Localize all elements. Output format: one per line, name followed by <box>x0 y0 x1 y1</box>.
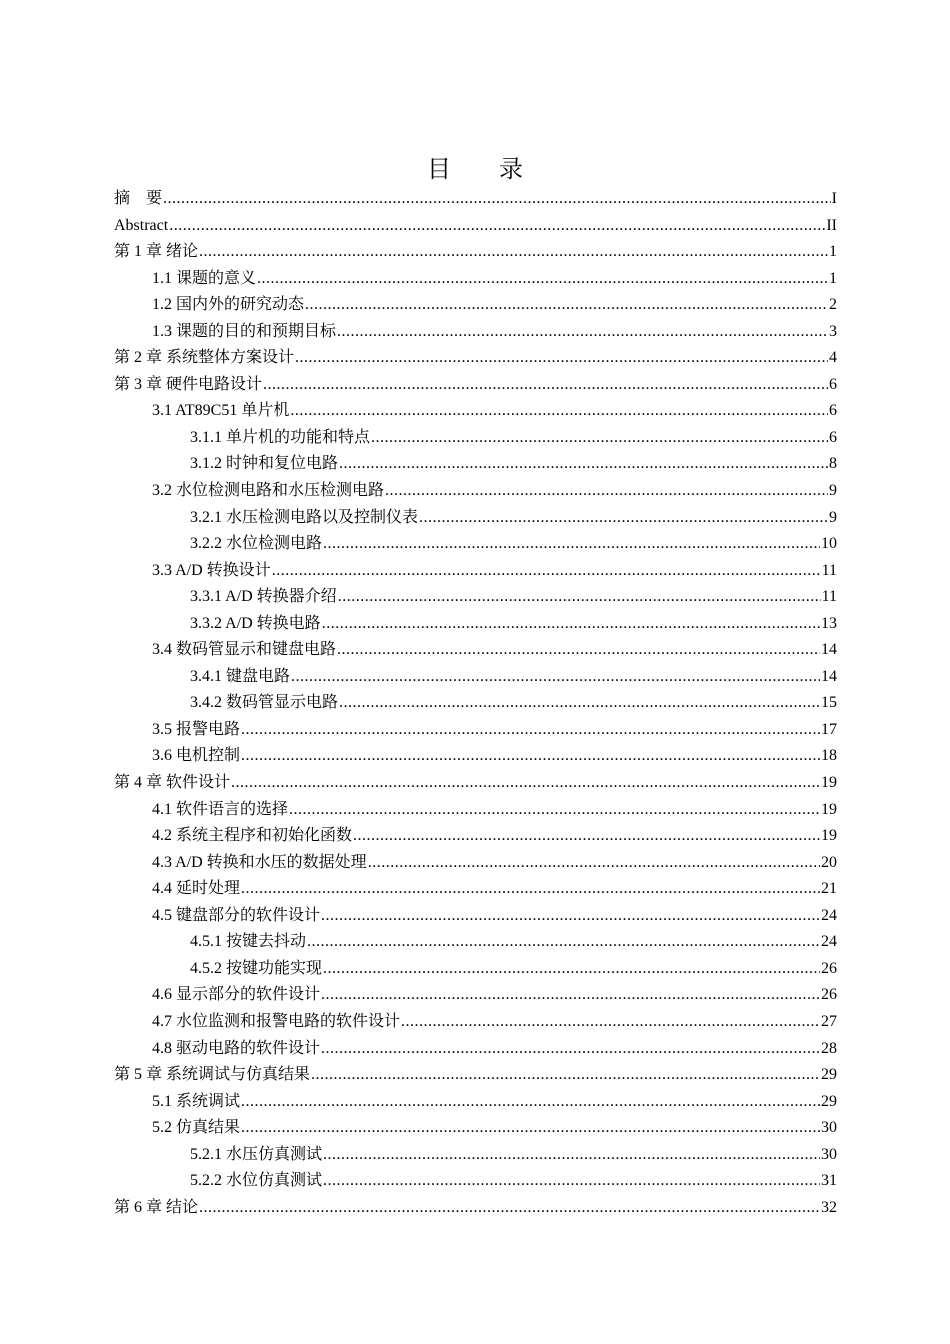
toc-entry[interactable] <box>114 956 837 983</box>
toc-entry[interactable] <box>114 213 837 240</box>
toc-entry-title: 4.1 软件语言的选择 <box>152 800 289 818</box>
toc-entry-page-number: 21 <box>821 880 837 898</box>
toc-dot-leader <box>290 398 828 424</box>
toc-entry[interactable] <box>114 292 837 319</box>
toc-entry-page-number: 4 <box>829 349 837 367</box>
toc-dot-leader <box>368 850 820 876</box>
toc-entry-page-number: 26 <box>821 986 837 1004</box>
toc-entry[interactable] <box>114 425 837 452</box>
toc-entry-title: 4.5.2 按键功能实现 <box>190 959 323 977</box>
toc-entry[interactable] <box>114 1168 837 1195</box>
toc-dot-leader <box>337 319 828 345</box>
toc-entry[interactable] <box>114 823 837 850</box>
toc-entry-title: 1.2 国内外的研究动态 <box>152 296 305 314</box>
toc-entry-page-number: 13 <box>821 614 837 632</box>
toc-entry[interactable] <box>114 1036 837 1063</box>
toc-entry-title: 3.1.1 单片机的功能和特点 <box>190 428 371 446</box>
toc-dot-leader <box>199 1195 820 1221</box>
toc-entry-title: 4.8 驱动电路的软件设计 <box>152 1039 321 1057</box>
toc-entry-page-number: 27 <box>821 1012 837 1030</box>
toc-dot-leader <box>353 823 820 849</box>
toc-entry-page-number: 2 <box>829 296 837 314</box>
toc-entry-page-number: 3 <box>829 322 837 340</box>
toc-entry-title: 4.2 系统主程序和初始化函数 <box>152 827 353 845</box>
toc-dot-leader <box>419 505 828 531</box>
toc-dot-leader <box>241 1115 820 1141</box>
toc-entry[interactable] <box>114 531 837 558</box>
toc-title-char-1: 目 <box>427 157 451 183</box>
toc-dot-leader <box>263 372 828 398</box>
toc-list <box>114 186 837 1221</box>
toc-entry-title: 4.5.1 按键去抖动 <box>190 933 307 951</box>
toc-entry-page-number: 18 <box>821 747 837 765</box>
toc-entry[interactable] <box>114 1089 837 1116</box>
toc-entry-page-number: 28 <box>821 1039 837 1057</box>
toc-entry[interactable] <box>114 903 837 930</box>
toc-entry-title: 3.1.2 时钟和复位电路 <box>190 455 339 473</box>
toc-dot-leader <box>311 1062 820 1088</box>
toc-entry-page-number: 11 <box>821 561 837 579</box>
toc-entry-page-number: 31 <box>821 1172 837 1190</box>
toc-entry[interactable] <box>114 266 837 293</box>
toc-entry[interactable] <box>114 505 837 532</box>
toc-entry[interactable] <box>114 584 837 611</box>
toc-dot-leader <box>385 478 828 504</box>
toc-dot-leader <box>241 876 820 902</box>
toc-entry[interactable] <box>114 929 837 956</box>
toc-entry-page-number: 1 <box>829 269 837 287</box>
toc-entry-title: 3.3.1 A/D 转换器介绍 <box>190 588 337 606</box>
toc-dot-leader <box>321 903 820 929</box>
toc-entry-title: 3.6 电机控制 <box>152 747 241 765</box>
toc-entry[interactable] <box>114 345 837 372</box>
toc-entry[interactable] <box>114 1195 837 1222</box>
toc-dot-leader <box>231 770 820 796</box>
toc-entry-title: 4.6 显示部分的软件设计 <box>152 986 321 1004</box>
toc-dot-leader <box>337 637 820 663</box>
toc-entry-title: 第 6 章 结论 <box>114 1198 199 1216</box>
toc-entry-title: 1.3 课题的目的和预期目标 <box>152 322 337 340</box>
toc-entry[interactable] <box>114 797 837 824</box>
toc-dot-leader <box>289 797 820 823</box>
toc-entry[interactable] <box>114 743 837 770</box>
toc-entry-title: 4.3 A/D 转换和水压的数据处理 <box>152 853 367 871</box>
toc-dot-leader <box>241 1089 820 1115</box>
toc-entry[interactable] <box>114 1062 837 1089</box>
toc-entry-title: 第 5 章 系统调试与仿真结果 <box>114 1066 311 1084</box>
toc-entry-title: 3.3.2 A/D 转换电路 <box>190 614 321 632</box>
toc-entry-title: 4.5 键盘部分的软件设计 <box>152 906 321 924</box>
toc-entry[interactable] <box>114 664 837 691</box>
toc-entry[interactable] <box>114 717 837 744</box>
toc-dot-leader <box>323 531 820 557</box>
toc-entry-page-number: 9 <box>829 508 837 526</box>
toc-entry-title: 5.2.1 水压仿真测试 <box>190 1145 323 1163</box>
toc-dot-leader <box>321 1036 820 1062</box>
toc-entry-title: 3.4.2 数码管显示电路 <box>190 694 339 712</box>
toc-entry-page-number: 6 <box>829 402 837 420</box>
toc-entry[interactable] <box>114 770 837 797</box>
toc-entry-title: 第 3 章 硬件电路设计 <box>114 375 263 393</box>
toc-entry-title: 3.2.2 水位检测电路 <box>190 535 323 553</box>
toc-entry-page-number: 9 <box>829 482 837 500</box>
toc-dot-leader <box>323 1168 820 1194</box>
toc-entry-title: 3.1 AT89C51 单片机 <box>152 402 290 420</box>
toc-entry[interactable] <box>114 982 837 1009</box>
toc-entry-page-number: 19 <box>821 774 837 792</box>
toc-entry-page-number: 11 <box>821 588 837 606</box>
toc-entry-title: 3.2 水位检测电路和水压检测电路 <box>152 482 385 500</box>
toc-entry-title: 3.5 报警电路 <box>152 720 241 738</box>
toc-entry-page-number: 19 <box>821 800 837 818</box>
toc-dot-leader <box>272 558 821 584</box>
toc-entry-title: 3.4 数码管显示和键盘电路 <box>152 641 337 659</box>
toc-entry[interactable] <box>114 1142 837 1169</box>
toc-entry-page-number: 29 <box>821 1066 837 1084</box>
toc-dot-leader <box>163 186 831 212</box>
toc-dot-leader <box>291 664 820 690</box>
toc-entry-title: 第 2 章 系统整体方案设计 <box>114 349 295 367</box>
toc-entry-title: 3.3 A/D 转换设计 <box>152 561 271 579</box>
toc-title <box>0 154 950 186</box>
toc-dot-leader <box>305 292 828 318</box>
toc-entry-title: 摘 要 <box>114 190 163 207</box>
toc-entry[interactable] <box>114 478 837 505</box>
toc-dot-leader <box>295 345 828 371</box>
toc-entry-page-number: 15 <box>821 694 837 712</box>
toc-entry-page-number: 17 <box>821 720 837 738</box>
toc-entry-title: 3.2.1 水压检测电路以及控制仪表 <box>190 508 419 526</box>
toc-dot-leader <box>338 584 821 610</box>
toc-entry[interactable] <box>114 611 837 638</box>
toc-dot-leader <box>371 425 828 451</box>
toc-entry-page-number: II <box>826 216 837 234</box>
toc-entry-page-number: 14 <box>821 667 837 685</box>
toc-entry-page-number: I <box>831 190 837 207</box>
toc-entry-page-number: 10 <box>821 535 837 553</box>
toc-entry[interactable] <box>114 451 837 478</box>
toc-dot-leader <box>323 1142 820 1168</box>
toc-entry-title: 第 1 章 绪论 <box>114 243 199 261</box>
toc-dot-leader <box>241 743 820 769</box>
toc-dot-leader <box>322 611 820 637</box>
toc-entry-page-number: 14 <box>821 641 837 659</box>
toc-dot-leader <box>321 982 820 1008</box>
toc-entry-page-number: 24 <box>821 906 837 924</box>
toc-entry-page-number: 6 <box>829 428 837 446</box>
toc-entry[interactable] <box>114 239 837 266</box>
toc-entry-title: 4.7 水位监测和报警电路的软件设计 <box>152 1012 401 1030</box>
toc-dot-leader <box>257 266 828 292</box>
toc-entry-title: 5.1 系统调试 <box>152 1092 241 1110</box>
toc-entry-title: 5.2.2 水位仿真测试 <box>190 1172 323 1190</box>
toc-title-char-2: 录 <box>499 157 523 183</box>
toc-entry-page-number: 29 <box>821 1092 837 1110</box>
toc-dot-leader <box>339 451 828 477</box>
toc-entry-title: 1.1 课题的意义 <box>152 269 257 287</box>
toc-dot-leader <box>169 213 825 239</box>
toc-entry-page-number: 30 <box>821 1119 837 1137</box>
toc-entry-page-number: 6 <box>829 375 837 393</box>
toc-entry[interactable] <box>114 850 837 877</box>
toc-entry[interactable] <box>114 637 837 664</box>
toc-entry-page-number: 24 <box>821 933 837 951</box>
toc-entry-page-number: 20 <box>821 853 837 871</box>
toc-dot-leader <box>307 929 820 955</box>
toc-dot-leader <box>339 690 820 716</box>
toc-entry[interactable] <box>114 876 837 903</box>
toc-entry-page-number: 1 <box>829 243 837 261</box>
toc-dot-leader <box>241 717 820 743</box>
toc-entry[interactable] <box>114 1115 837 1142</box>
toc-entry[interactable] <box>114 558 837 585</box>
toc-dot-leader <box>401 1009 820 1035</box>
toc-entry-title: Abstract <box>114 216 169 234</box>
toc-entry[interactable] <box>114 398 837 425</box>
toc-dot-leader <box>199 239 828 265</box>
toc-entry-page-number: 32 <box>821 1198 837 1216</box>
toc-entry[interactable] <box>114 372 837 399</box>
toc-entry[interactable] <box>114 319 837 346</box>
toc-dot-leader <box>323 956 820 982</box>
toc-entry-page-number: 30 <box>821 1145 837 1163</box>
toc-entry-page-number: 19 <box>821 827 837 845</box>
toc-entry-title: 3.4.1 键盘电路 <box>190 667 291 685</box>
toc-entry[interactable] <box>114 186 837 213</box>
toc-entry-title: 4.4 延时处理 <box>152 880 241 898</box>
toc-entry-title: 第 4 章 软件设计 <box>114 774 231 792</box>
toc-entry-page-number: 26 <box>821 959 837 977</box>
toc-entry[interactable] <box>114 1009 837 1036</box>
toc-entry-page-number: 8 <box>829 455 837 473</box>
toc-entry-title: 5.2 仿真结果 <box>152 1119 241 1137</box>
toc-entry[interactable] <box>114 690 837 717</box>
